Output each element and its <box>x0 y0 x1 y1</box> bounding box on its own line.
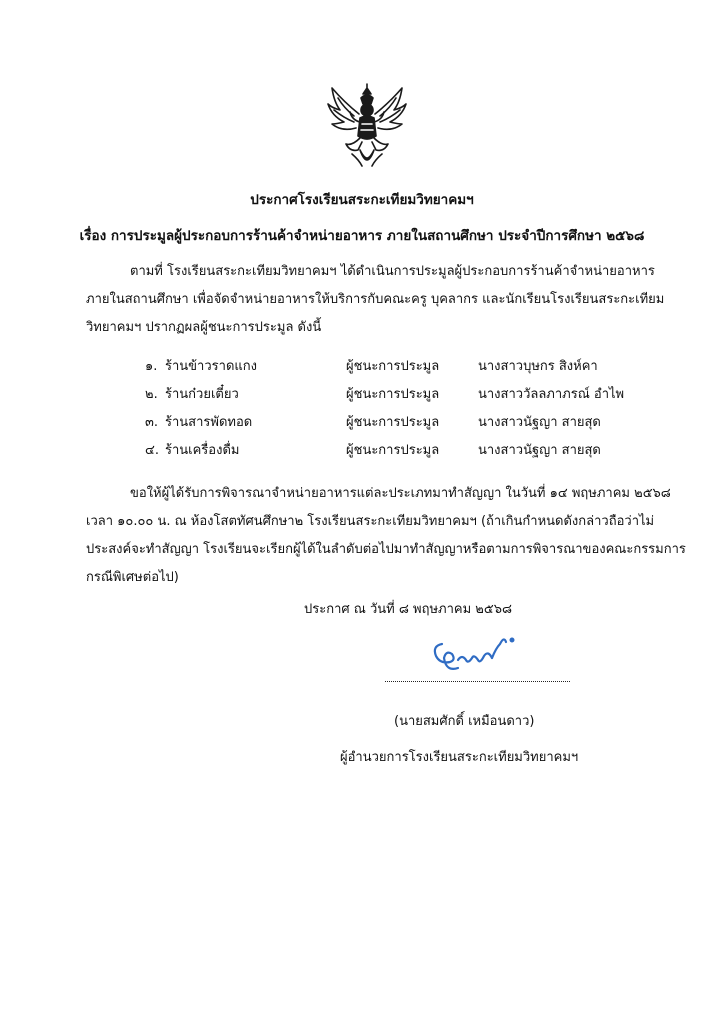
item-number: ๑. <box>145 359 158 374</box>
intro-line: ภายในสถานศึกษา เพื่อจัดจำหน่ายอาหารให้บริการกับคณะครู บุคลากร และนักเรียนโรงเรียนสระกะเทียม <box>86 292 665 307</box>
winner-name: นางสาวนัฐญา สายสุด <box>478 415 601 430</box>
garuda-emblem-icon <box>326 80 408 172</box>
list-item <box>0 385 724 405</box>
list-item <box>0 413 724 433</box>
signer-position: ผู้อำนวยการโรงเรียนสระกะเทียมวิทยาคมฯ <box>340 750 579 765</box>
list-item <box>0 357 724 377</box>
item-number: ๔. <box>145 443 159 458</box>
status-text: ผู้ชนะการประมูล <box>346 415 440 430</box>
contract-line: ประสงค์จะทำสัญญา โรงเรียนจะเรียกผู้ได้ในลำดับต่อไปมาทำสัญญาหรือตามการพิจารณาของคณะกรรมการ <box>86 542 686 557</box>
item-number: ๒. <box>145 387 158 402</box>
intro-line: วิทยาคมฯ ปรากฏผลผู้ชนะการประมูล ดังนี้ <box>86 320 322 335</box>
signature-icon <box>428 624 528 678</box>
status-text: ผู้ชนะการประมูล <box>346 387 440 402</box>
signature-line <box>385 681 570 682</box>
announcement-title: ประกาศโรงเรียนสระกะเทียมวิทยาคมฯ <box>250 192 474 208</box>
status-text: ผู้ชนะการประมูล <box>346 359 440 374</box>
announcement-date: ประกาศ ณ วันที่ ๘ พฤษภาคม ๒๕๖๘ <box>304 602 512 617</box>
list-item <box>0 441 724 461</box>
status-text: ผู้ชนะการประมูล <box>346 443 440 458</box>
contract-line: กรณีพิเศษต่อไป) <box>86 570 179 585</box>
contract-line: ขอให้ผู้ได้รับการพิจารณาจำหน่ายอาหารแต่ละประเภทมาทำสัญญา ในวันที่ ๑๔ พฤษภาคม ๒๕๖๘ <box>130 486 671 501</box>
shop-name: ร้านสารพัดทอด <box>165 415 253 430</box>
shop-name: ร้านก๋วยเตี๋ยว <box>165 387 239 402</box>
winner-name: นางสาววัลลภาภรณ์ อำไพ <box>478 387 625 402</box>
announcement-subject: เรื่อง การประมูลผู้ประกอบการร้านค้าจำหน่ายอาหาร ภายในสถานศึกษา ประจำปีการศึกษา ๒๕๖๘ <box>79 228 645 244</box>
contract-line: เวลา ๑๐.๐๐ น. ณ ห้องโสตทัศนศึกษา๒ โรงเรียนสระกะเทียมวิทยาคมฯ (ถ้าเกินกำหนดดังกล่าวถือว่าไม่ <box>86 514 655 529</box>
winner-name: นางสาวบุษกร สิงห์คา <box>478 359 598 374</box>
winner-name: นางสาวนัฐญา สายสุด <box>478 443 601 458</box>
shop-name: ร้านข้าวราดแกง <box>165 359 257 374</box>
shop-name: ร้านเครื่องดื่ม <box>165 443 240 458</box>
intro-line: ตามที่ โรงเรียนสระกะเทียมวิทยาคมฯ ได้ดำเนินการประมูลผู้ประกอบการร้านค้าจำหน่ายอาหาร <box>130 264 655 279</box>
item-number: ๓. <box>145 415 159 430</box>
signer-name: (นายสมศักดิ์ เหมือนดาว) <box>394 714 535 729</box>
